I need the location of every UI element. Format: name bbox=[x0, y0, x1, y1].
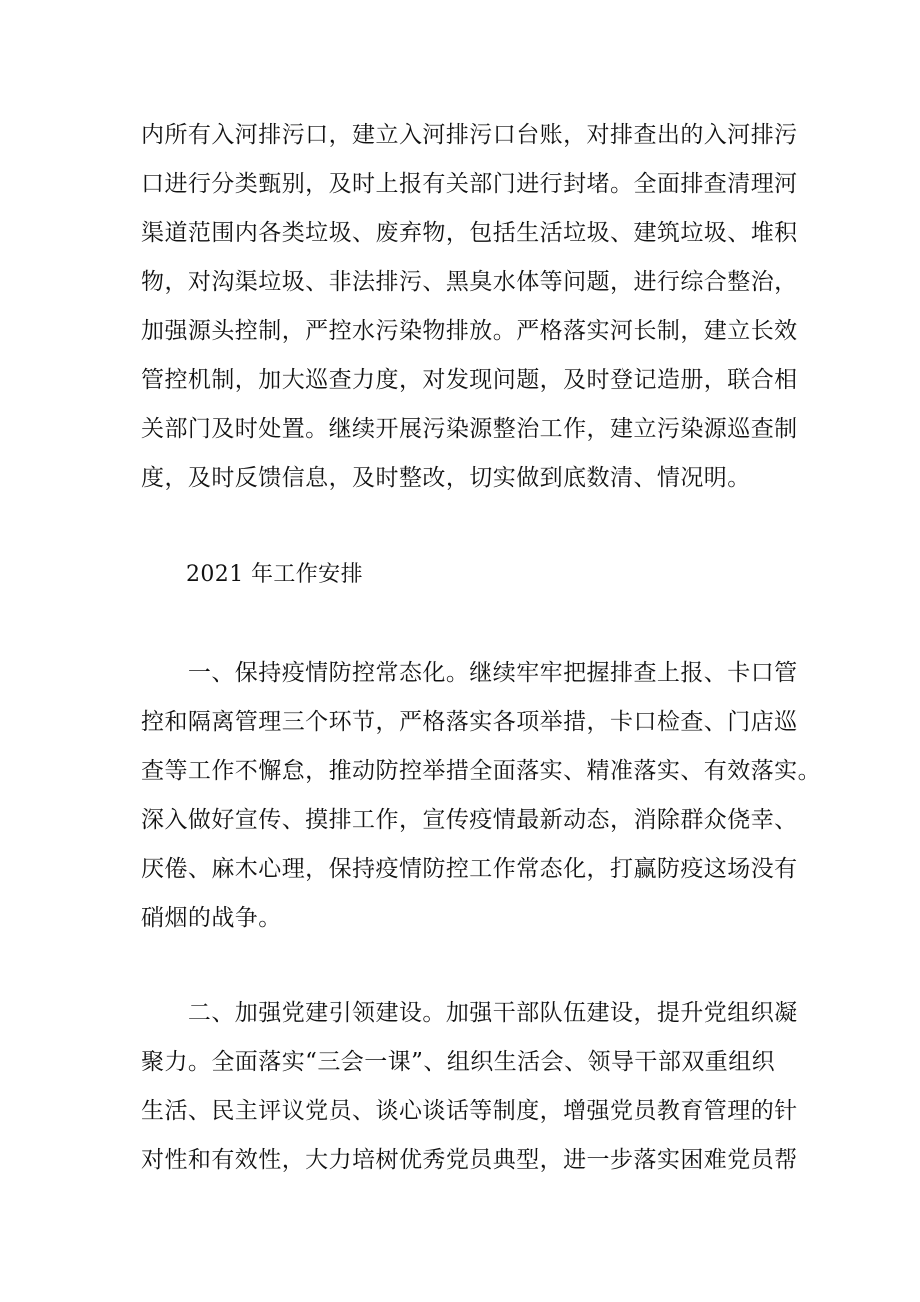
text-line: 物，对沟渠垃圾、非法排污、黑臭水体等问题，进行综合整治， bbox=[141, 269, 798, 295]
text-line: 控和隔离管理三个环节，严格落实各项举措，卡口检查、门店巡 bbox=[141, 709, 798, 735]
text-line: 管控机制，加大巡查力度，对发现问题，及时登记造册，联合相 bbox=[141, 367, 798, 393]
text-line: 加强源头控制，严控水污染物排放。严格落实河长制，建立长效 bbox=[141, 318, 798, 344]
text-line: 硝烟的战争。 bbox=[141, 905, 282, 931]
text-line: 厌倦、麻木心理，保持疫情防控工作常态化，打赢防疫这场没有 bbox=[141, 856, 798, 882]
text-line: 查等工作不懈怠，推动防控举措全面落实、精准落实、有效落实。 bbox=[141, 758, 822, 784]
text-line: 口进行分类甄别，及时上报有关部门进行封堵。全面排查清理河 bbox=[141, 171, 798, 197]
text-line: 对性和有效性，大力培树优秀党员典型，进一步落实困难党员帮 bbox=[141, 1147, 798, 1173]
text-line: 生活、民主评议党员、谈心谈话等制度，增强党员教育管理的针 bbox=[141, 1098, 798, 1124]
text-line: 内所有入河排污口，建立入河排污口台账，对排查出的入河排污 bbox=[141, 122, 798, 148]
text-line: 关部门及时处置。继续开展污染源整治工作，建立污染源巡查制 bbox=[141, 416, 798, 442]
text-line: 二、加强党建引领建设。加强干部队伍建设，提升党组织凝 bbox=[141, 1000, 798, 1026]
section-heading: 2021 年工作安排 bbox=[186, 562, 363, 587]
text-line: 深入做好宣传、摸排工作，宣传疫情最新动态，消除群众侥幸、 bbox=[141, 807, 798, 833]
text-line: 渠道范围内各类垃圾、废弃物，包括生活垃圾、建筑垃圾、堆积 bbox=[141, 220, 798, 246]
text-line: 度，及时反馈信息，及时整改，切实做到底数清、情况明。 bbox=[141, 465, 751, 491]
text-line: 聚力。全面落实“三会一课”、组织生活会、领导干部双重组织 bbox=[141, 1049, 776, 1075]
text-line: 一、保持疫情防控常态化。继续牢牢把握排查上报、卡口管 bbox=[141, 660, 798, 686]
